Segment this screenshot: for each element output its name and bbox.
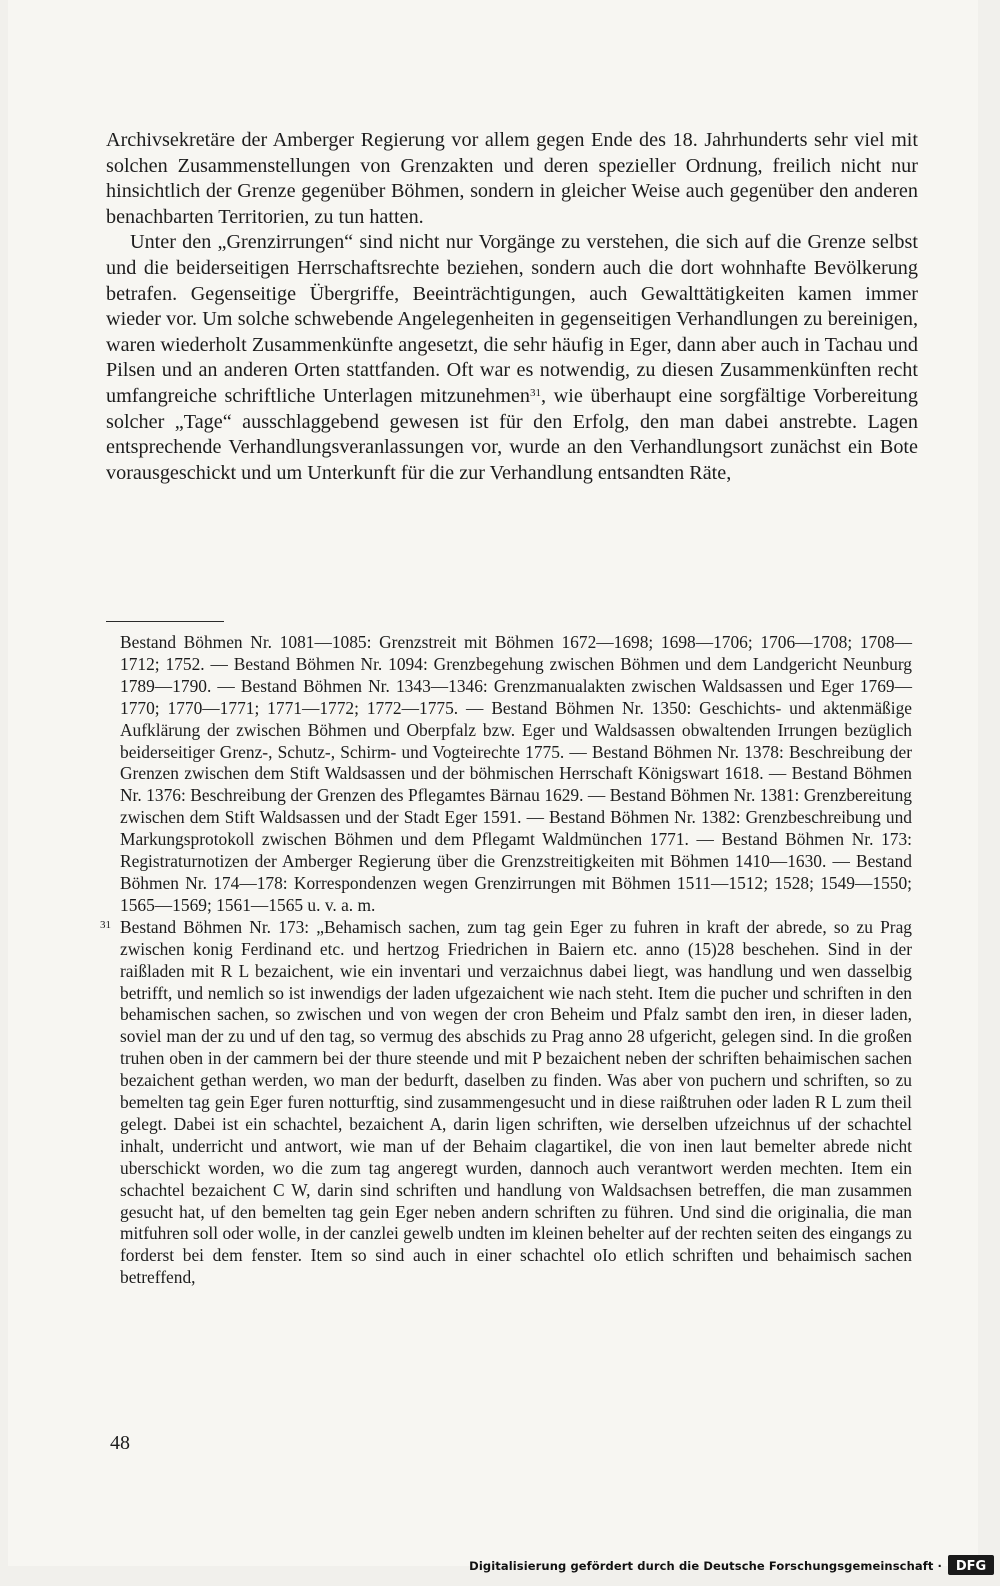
main-paragraph-2-part-2: , wie überhaupt eine sorgfältige Vorbereitung solcher „Tage“ ausschlaggebend gewesen ist für den Erfolg, den man dabei anstrebte. Lagen entsprechende Verhandlungsveranlassungen vor, wurde an den Verhandlungsort zunächst ein Bote vorausgeschickt und um Unterkunft für die zur Verhandlung entsandten Räte, (106, 384, 918, 484)
footnote-31-text: Bestand Böhmen Nr. 173: „Behamisch sachen, zum tag gein Eger zu fuhren in kraft der abrede, so zu Prag zwischen konig Ferdinand etc. und hertzog Friedrichen in Baiern etc. anno (15)28 beschehen. Sind in der raißladen mit R L bezaichent, wie ein inventari und verzaichnus dabei liegt, was handlung und wen dasselbig betrifft, und nemlich so ist inwendigs der laden ufgezaichent wie nach steht. Item die pucher und schriften in den behamischen sachen, so zwischen und von wegen der cron Beheim und Pfalz sambt den iren, in dieser laden, soviel man der zu und uf den tag, so vermug des abschids zu Prag anno 28 ufgericht, gelegen sind. In die großen truhen oben in der cammern bei der thure steende und mit P bezaichent neben der schriften behaimischen sachen bezaichent gethan werden, wo man der bedurft, daselben zu finden. Was aber von puchern und schriften, so zu bemelten tag gein Eger furen notturftig, sind zusammengesucht und in diese raißtruhen oder laden R L zum theil gelegt. Dabei ist ein schachtel, bezaichent A, darin ligen schriften, wie derselben ufzeichnus uf der schachtel inhalt, underricht und antwort, wie man uf der Behaim clagartikel, die von inen laut bemelter abrede nicht uberschickt worden, wo die zum tag angeregt wurden, dannoch auch verantwort werden mechten. Item ein schachtel bezaichent C W, darin sind schriften und handlung von Waldsachsen betreffen, die man zusammen gesucht hat, uf den bemelten tag gein Eger neben andern schriften zu führen. Und sind die originalia, die man mitfuhren soll oder wolle, in der canzlei gewelb undten im kleinen behelter auf der rechten seiten des eingangs zu forderst bei dem fenster. Item so sind auch in einer schachtel oIo etlich schriften und behaimisch sachen betreffend, (120, 916, 912, 1288)
footnotes-block (100, 632, 912, 1289)
main-paragraph-1: Archivsekretäre der Amberger Regierung vor allem gegen Ende des 18. Jahrhunderts sehr viel mit solchen Zusammenstellungen von Grenzakten und deren spezieller Ordnung, freilich nicht nur hinsichtlich der Grenze gegenüber Böhmen, sondern in gleicher Weise auch gegenüber den anderen benachbarten Territorien, zu tun hatten. (106, 129, 918, 228)
footnote-31 (100, 917, 912, 1289)
footnote-31-number: 31 (100, 918, 111, 931)
dfg-logo-text: DFG (955, 1559, 987, 1574)
main-text-block (106, 128, 918, 486)
dfg-logo-icon (948, 1555, 994, 1575)
digitization-footer-text: Digitalisierung gefördert durch die Deutsche Forschungsgemeinschaft · (469, 1559, 942, 1573)
main-paragraph-2-part-1: Unter den „Grenzirrungen“ sind nicht nur Vorgänge zu verstehen, die sich auf die Grenze selbst und die beiderseitigen Herrschaftsrechte beziehen, sondern auch die dort wohnhafte Bevölkerung betrafen. Gegenseitige Übergriffe, Beeinträchtigungen, auch Gewalttätigkeiten kamen immer wieder vor. Um solche schwebende Angelegenheiten in gegenseitigen Verhandlungen zu bereinigen, waren wiederholt Zusammenkünfte angesetzt, die sehr häufig in Eger, dann aber auch in Tachau und Pilsen und an anderen Orten stattfanden. Oft war es notwendig, zu diesen Zusammenkünften recht umfangreiche schriftliche Unterlagen mitzunehmen (106, 231, 918, 407)
footnote-separator (106, 621, 224, 622)
main-paragraph-2 (106, 230, 918, 486)
footnote-reference-31[interactable]: 31 (530, 386, 542, 399)
footnote-30-continued: Bestand Böhmen Nr. 1081—1085: Grenzstreit mit Böhmen 1672—1698; 1698—1706; 1706—1708; 1708—1712; 1752. — Bestand Böhmen Nr. 1094: Grenzbegehung zwischen Böhmen und dem Landgericht Neunburg 1789—1790. — Bestand Böhmen Nr. 1343—1346: Grenzmanualakten zwischen Waldsassen und Eger 1769—1770; 1770—1771; 1771—1772; 1772—1775. — Bestand Böhmen Nr. 1350: Geschichts- und aktenmäßige Aufklärung der zwischen Böhmen und Oberpfalz bzw. Eger und Waldsassen obwaltenden Irrungen bezüglich beiderseitiger Grenz-, Schutz-, Schirm- und Vogteirechte 1775. — Bestand Böhmen Nr. 1378: Beschreibung der Grenzen zwischen dem Stift Waldsassen und der böhmischen Herrschaft Königswart 1618. — Bestand Böhmen Nr. 1376: Beschreibung der Grenzen des Pflegamtes Bärnau 1629. — Bestand Böhmen Nr. 1381: Grenzbereitung zwischen dem Stift Waldsassen und der Stadt Eger 1591. — Bestand Böhmen Nr. 1382: Grenzbeschreibung und Markungsprotokoll zwischen Böhmen und dem Pflegamt Waldmünchen 1771. — Bestand Böhmen Nr. 173: Registraturnotizen der Amberger Regierung über die Grenzstreitigkeiten mit Böhmen 1410—1630. — Bestand Böhmen Nr. 174—178: Korrespondenzen wegen Grenzirrungen mit Böhmen 1511—1512; 1528; 1549—1550; 1565—1569; 1561—1565 u. v. a. m. (120, 632, 912, 915)
page-number: 48 (110, 1432, 130, 1454)
